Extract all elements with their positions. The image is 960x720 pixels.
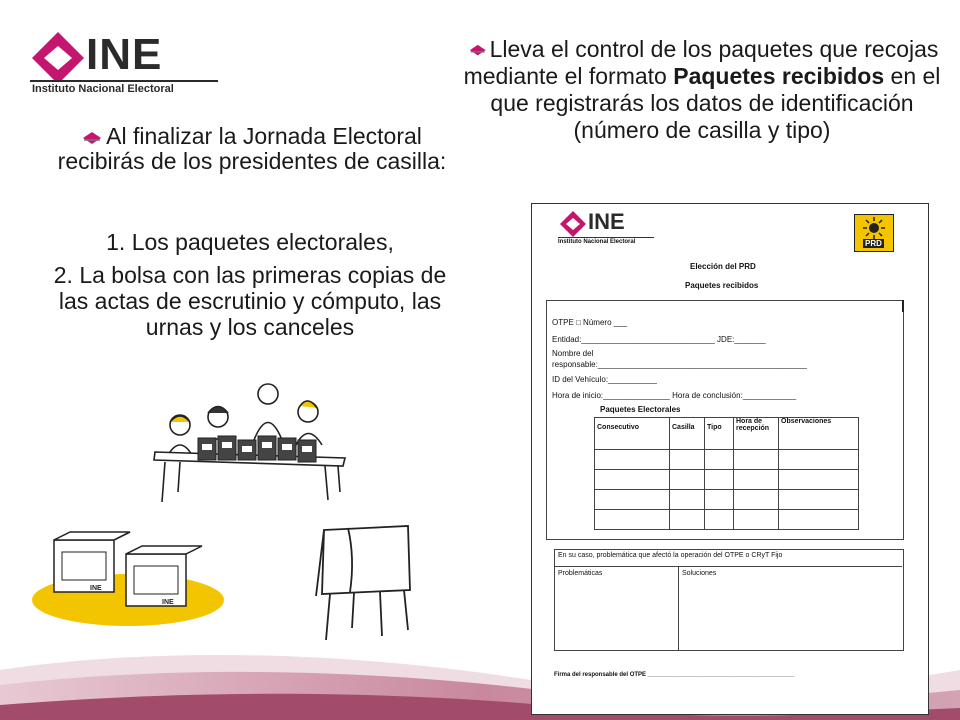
ine-logo-rule (30, 80, 218, 82)
table-row (595, 490, 859, 510)
problems-header: En su caso, problemática que afectó la operación del OTPE o CRyT Fijo (558, 552, 783, 559)
form-title-1: Elección del PRD (690, 262, 756, 271)
voting-booth-illustration (310, 518, 420, 643)
col-hora-recepcion: Hora de recepción (734, 418, 779, 450)
form-logo-text: INE (588, 209, 625, 234)
ballot-urns-illustration (30, 530, 225, 630)
field-entidad: Entidad:______________________________ JDE:_______ (552, 335, 766, 344)
form-logo-subtitle: Instituto Nacional Electoral (558, 239, 636, 245)
left-item-1: 1. Los paquetes electorales, (106, 229, 394, 255)
field-responsable-1: Nombre del (552, 349, 594, 358)
left-item-2: 2. La bolsa con las primeras copias de las actas de escrutinio y cómputo, las urnas y los canceles (53, 262, 447, 340)
paquetes-recibidos-form (531, 203, 929, 715)
field-responsable-2: responsable:_______________________________________________ (552, 360, 807, 369)
right-text-after: en el que registrarás los datos de identificación (número de casilla y tipo) (490, 63, 941, 143)
problems-col-divider (678, 566, 679, 650)
form-ine-diamond-icon (558, 210, 588, 238)
col-tipo: Tipo (705, 418, 734, 450)
diamond-bullet-icon (82, 131, 102, 145)
table-row (595, 450, 859, 470)
right-text-bold: Paquetes recibidos (673, 63, 885, 89)
packages-table-header (595, 418, 859, 450)
col-consecutivo: Consecutivo (595, 418, 670, 450)
sun-icon (855, 215, 893, 239)
prd-badge (854, 214, 894, 252)
form-logo-rule (558, 237, 654, 238)
diamond-bullet-icon (466, 44, 486, 58)
prd-badge-label: PRD (865, 239, 882, 248)
col-observaciones: Observaciones (779, 418, 859, 450)
problems-box (554, 549, 904, 651)
ine-logo-text: INE (86, 30, 163, 79)
form-fields-box-tab (902, 300, 904, 312)
left-instruction-bullet (52, 124, 452, 174)
problems-col-2: Soluciones (682, 570, 717, 577)
urn-label-1: INE (90, 585, 102, 592)
form-title-2: Paquetes recibidos (685, 281, 759, 290)
ine-logo (28, 30, 228, 96)
left-bullet-text: Al finalizar la Jornada Electoral recibirás de los presidentes de casilla: (57, 123, 447, 174)
packages-table-title: Paquetes Electorales (600, 405, 681, 414)
table-row (595, 510, 859, 530)
right-instruction-paragraph (462, 36, 942, 144)
packages-table (594, 417, 859, 530)
voting-table-illustration (150, 380, 350, 505)
problems-col-1: Problemáticas (558, 570, 603, 577)
field-vehiculo: ID del Vehículo:___________ (552, 375, 657, 384)
table-row (595, 470, 859, 490)
field-otpe: OTPE □ Número ___ (552, 318, 628, 327)
urn-label-2: INE (162, 599, 174, 606)
ine-logo-subtitle: Instituto Nacional Electoral (32, 83, 174, 95)
problems-header-rule (554, 566, 902, 567)
col-casilla: Casilla (670, 418, 705, 450)
signature-line: Firma del responsable del OTPE ____________________________________________ (554, 672, 795, 678)
right-text-before: Lleva el control de los paquetes que recojas mediante el formato (463, 36, 939, 89)
field-horas: Hora de inicio:_______________ Hora de conclusión:____________ (552, 391, 797, 400)
